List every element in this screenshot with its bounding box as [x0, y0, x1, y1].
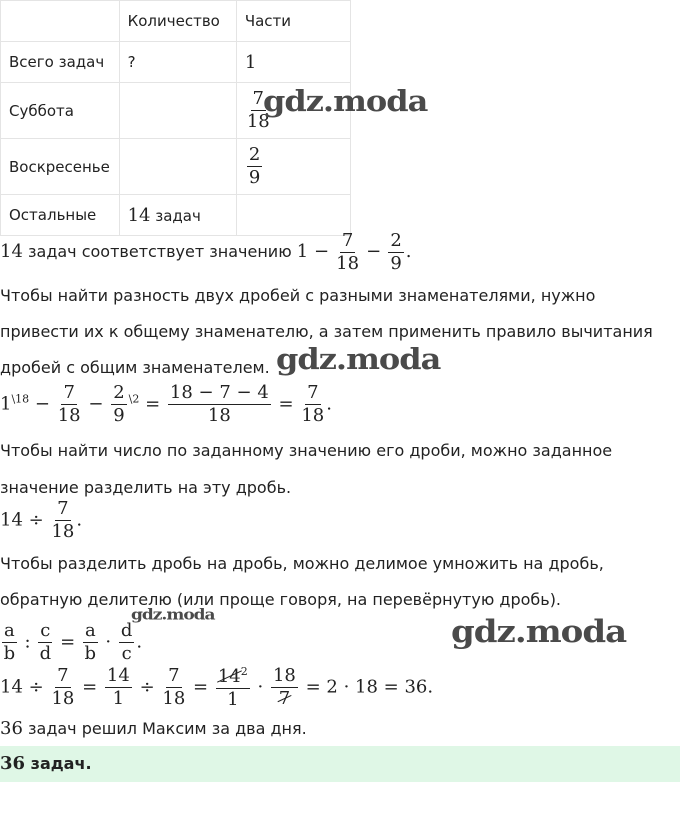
text: задач. [30, 754, 92, 773]
frac-num: 18 − 7 − 4 [169, 382, 269, 403]
fraction [2, 622, 17, 663]
fraction [301, 384, 324, 425]
frac-den: 9 [390, 253, 402, 274]
row-qty: ? [119, 42, 236, 83]
cancelled-number: 7 [278, 688, 291, 709]
row-label: Остальные [1, 195, 120, 236]
watermark: gdz.moda [131, 606, 215, 624]
operator: = [145, 393, 161, 415]
cancelled-number: 14 [217, 666, 241, 687]
period: . [76, 509, 83, 531]
fraction [58, 384, 81, 425]
operator: − [366, 241, 382, 262]
row-qty [119, 139, 236, 195]
fraction [162, 667, 185, 708]
paragraph: обратную делителю (или проще говоря, на перевёрнутую дробь). [0, 590, 562, 609]
frac-den: b [84, 643, 97, 664]
frac-num: 2 [113, 382, 125, 403]
fraction [38, 622, 52, 663]
answer-line [0, 753, 92, 774]
table-row [1, 42, 351, 83]
qty-number: 14 [127, 204, 151, 226]
watermark: gdz.moda [451, 614, 627, 650]
row-label: Суббота [1, 83, 120, 139]
table-header-cell: Количество [119, 1, 236, 42]
watermark: gdz.moda [263, 83, 428, 119]
multiplier: \2 [128, 392, 140, 406]
fraction [271, 667, 298, 708]
math: = 2 · 18 = 36. [305, 676, 434, 698]
equation-line [0, 232, 412, 273]
fraction [336, 232, 359, 273]
row-parts [236, 195, 350, 236]
text: задач решил Максим за два дня. [28, 719, 307, 738]
row-parts [236, 139, 350, 195]
table-header-cell: Части [236, 1, 350, 42]
frac-num: 7 [341, 230, 354, 251]
operator: − [34, 393, 50, 415]
frac-den: c [121, 643, 132, 664]
number: 36 [0, 753, 26, 774]
period: . [405, 241, 412, 262]
frac-den: 18 [57, 405, 81, 426]
operator: = [82, 676, 98, 698]
frac-den [279, 688, 290, 708]
operator: = [60, 631, 76, 653]
fraction [51, 667, 74, 708]
frac-den: 1 [112, 688, 125, 709]
frac-num: 14 [106, 665, 130, 686]
number: 36 [0, 718, 23, 739]
frac-den: 18 [336, 253, 360, 274]
operator: · [257, 676, 264, 698]
frac-den: 9 [113, 405, 125, 426]
paragraph: Чтобы найти число по заданному значению его дроби, можно заданное [0, 441, 613, 460]
frac-den: d [39, 643, 52, 664]
paragraph: Чтобы найти разность двух дробей с разными знаменателями, нужно [0, 286, 596, 305]
paragraph: значение разделить на эту дробь. [0, 478, 292, 497]
equation-line [0, 384, 332, 425]
frac-num: 7 [307, 382, 319, 403]
row-qty [119, 83, 236, 139]
number: 1 [0, 393, 12, 415]
frac-den: 18 [51, 688, 75, 709]
operator: ÷ [139, 676, 155, 698]
table-row [1, 195, 351, 236]
qty-unit: задач [155, 206, 201, 225]
operator: − [88, 393, 104, 415]
fraction [51, 500, 74, 541]
operator: : [24, 631, 31, 653]
frac-num: 7 [168, 665, 180, 686]
frac-den: 18 [246, 111, 270, 132]
fraction [168, 384, 271, 425]
fraction [216, 666, 250, 709]
frac-num: a [4, 620, 15, 641]
paragraph: дробей с общим знаменателем. [0, 358, 270, 377]
frac-den: 18 [207, 405, 231, 426]
table-header-row [1, 1, 351, 42]
frac-num: 18 [272, 665, 296, 686]
frac-den: 18 [51, 521, 75, 542]
watermark: gdz.moda [276, 341, 441, 377]
frac-num: 7 [63, 382, 75, 403]
number: 14 [0, 241, 23, 262]
frac-num: c [40, 620, 51, 641]
math: 1 − [296, 241, 330, 262]
fraction [111, 384, 126, 425]
rule-formula [0, 622, 142, 663]
frac-num: 7 [57, 498, 69, 519]
frac-den: 18 [162, 688, 186, 709]
equation-line [0, 666, 433, 709]
operator: = [193, 676, 209, 698]
row-qty [119, 195, 236, 236]
frac-num: 7 [57, 665, 69, 686]
text: задач соответствует значению [28, 242, 292, 261]
operator: = [278, 393, 294, 415]
frac-num: d [120, 620, 133, 641]
reduced-number: 2 [240, 665, 248, 678]
row-label: Всего задач [1, 42, 120, 83]
period: . [326, 393, 332, 415]
frac-num: 2 [390, 230, 402, 251]
frac-num: 2 [248, 144, 261, 165]
row-label: Воскресенье [1, 139, 120, 195]
frac-den: 18 [301, 405, 325, 426]
frac-den: b [3, 643, 16, 664]
paragraph: привести их к общему знаменателю, а затем применить правило вычитания [0, 322, 653, 341]
frac-den: 1 [227, 689, 239, 710]
operator: · [105, 631, 112, 653]
multiplier: \18 [11, 392, 30, 406]
table-header-cell [1, 1, 120, 42]
table-row [1, 139, 351, 195]
fraction [105, 667, 132, 708]
fraction [388, 232, 403, 273]
row-parts: 1 [236, 42, 350, 83]
frac-num [216, 666, 250, 689]
fraction [83, 622, 98, 663]
equation-line [0, 500, 82, 541]
fraction [119, 622, 135, 663]
math: 14 ÷ [0, 676, 44, 698]
answer-box [0, 746, 680, 782]
period: . [136, 631, 143, 653]
frac-num: 7 [252, 88, 264, 109]
result-line [0, 718, 307, 739]
frac-den: 9 [248, 167, 261, 188]
paragraph: Чтобы разделить дробь на дробь, можно делимое умножить на дробь, [0, 554, 604, 573]
frac-num: a [84, 620, 96, 641]
math: 14 ÷ [0, 509, 44, 531]
